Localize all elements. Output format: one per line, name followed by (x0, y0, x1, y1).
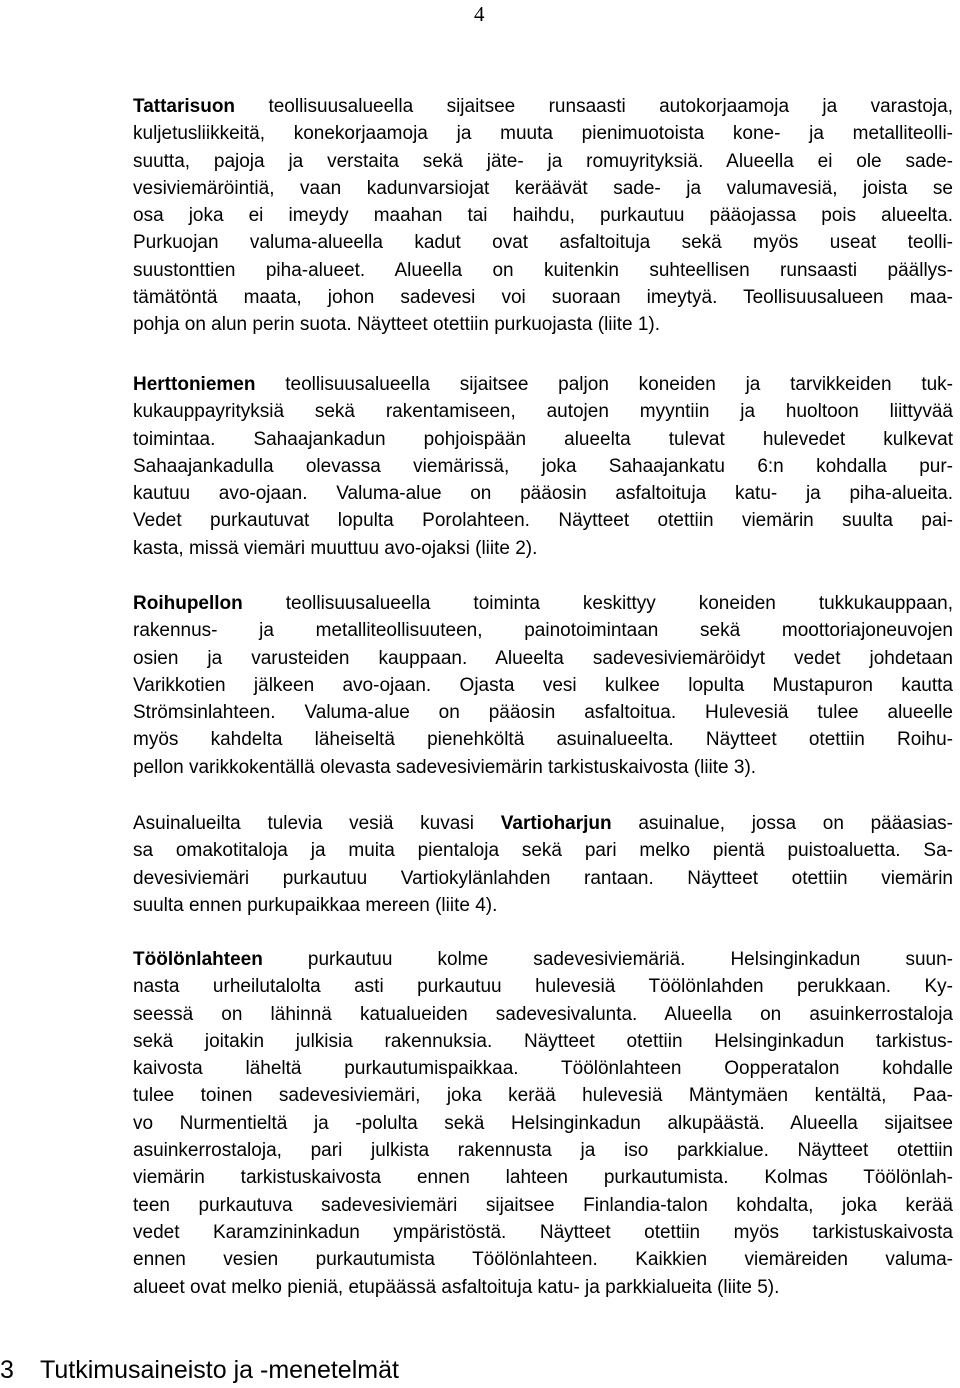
paragraph-line: vesiviemäröintiä, vaan kadunvarsiojat keräävät sade- ja valumavesiä, joista se (133, 177, 953, 199)
paragraph-line: sekä joitakin julkisia rakennuksia. Näytteet otettiin Helsinginkadun tarkistus- (133, 1030, 953, 1052)
paragraph-text: purkautuu kolme sadevesiviemäriä. Helsinginkadun suun- (262, 949, 953, 970)
paragraph-line: alueet ovat melko pieniä, etupäässä asfaltoituja katu- ja parkkialueita (liite 5). (133, 1276, 780, 1298)
paragraph-line: suutta, pajoja ja verstaita sekä jäte- ja romuyrityksiä. Alueella ei ole sade- (133, 150, 953, 172)
place-name-bold: Roihupellon (133, 593, 243, 614)
place-name-bold: Vartioharjun (500, 813, 612, 834)
paragraph-line: rakennus- ja metalliteollisuuteen, painotoimintaan sekä moottoriajoneuvojen (133, 620, 953, 642)
paragraph-line: asuinkerrostaloja, pari julkista rakennusta ja iso parkkialue. Näytteet otettiin (133, 1140, 953, 1162)
paragraph-line: kukauppayrityksiä sekä rakentamiseen, autojen myyntiin ja huoltoon liittyvää (133, 401, 953, 423)
paragraph-line: pohja on alun perin suota. Näytteet otettiin purkuojasta (liite 1). (133, 314, 661, 336)
paragraph-line: kuljetusliikkeitä, konekorjaamoja ja muuta pienimuotoista kone- ja metalliteolli- (133, 123, 953, 145)
section-heading (0, 1354, 399, 1386)
paragraph-line: viemärin tarkistuskaivosta ennen lahteen purkautumista. Kolmas Töölönlah- (133, 1167, 953, 1189)
paragraph-line: tulee toinen sadevesiviemäri, joka kerää hulevesiä Mäntymäen kentältä, Paa- (133, 1085, 953, 1107)
paragraph-line: ennen vesien purkautumista Töölönlahteen. Kaikkien viemäreiden valuma- (133, 1249, 953, 1271)
paragraph-line: kautuu avo-ojaan. Valuma-alue on pääosin asfaltoituja katu- ja piha-alueita. (133, 483, 953, 505)
paragraph-line (133, 810, 953, 837)
paragraph-line: kaivosta läheltä purkautumispaikkaa. Töölönlahteen Oopperatalon kohdalle (133, 1058, 953, 1080)
paragraph-line (133, 93, 953, 120)
paragraph-line: suulta ennen purkupaikkaa mereen (liite 4). (133, 894, 498, 916)
section-number: 3 (0, 1356, 14, 1384)
paragraph-line: Strömsinlahteen. Valuma-alue on pääosin asfaltoitua. Hulevesiä tulee alueelle (133, 702, 953, 724)
paragraph-text: teollisuusalueella toiminta keskittyy koneiden tukkukauppaan, (242, 593, 953, 614)
paragraph-toolonlahti (133, 946, 953, 1301)
paragraph-text: Asuinalueilta tulevia vesiä kuvasi (133, 813, 501, 834)
paragraph-tattarisuo (133, 93, 953, 339)
place-name-bold: Herttoniemen (133, 374, 256, 395)
section-title: Tutkimusaineisto ja -menetelmät (40, 1356, 399, 1384)
paragraph-roihupelto (133, 590, 953, 781)
paragraph-line: devesiviemäri purkautuu Vartiokylänlahden rantaan. Näytteet otettiin viemärin (133, 867, 953, 889)
paragraph-line: vo Nurmentieltä ja -polulta sekä Helsinginkadun alkupäästä. Alueella sijaitsee (133, 1112, 953, 1134)
paragraph-text: asuinalue, jossa on pääasias- (611, 813, 953, 834)
paragraph-line: osien ja varusteiden kauppaan. Alueelta sadevesiviemäröidyt vedet johdetaan (133, 647, 953, 669)
paragraph-line (133, 946, 953, 973)
paragraph-text: teollisuusalueella sijaitsee paljon koneiden ja tarvikkeiden tuk- (255, 374, 953, 395)
paragraph-line: kasta, missä viemäri muuttuu avo-ojaksi (liite 2). (133, 537, 538, 559)
paragraph-line: toimintaa. Sahaajankadun pohjoispään alueelta tulevat hulevedet kulkevat (133, 428, 953, 450)
page-number: 4 (474, 2, 485, 26)
paragraph-line: seessä on lähinnä katualueiden sadevesivalunta. Alueella on asuinkerrostaloja (133, 1003, 953, 1025)
paragraph-line: suustonttien piha-alueet. Alueella on kuitenkin suhteellisen runsaasti päällys- (133, 259, 953, 281)
paragraph-herttoniemi (133, 371, 953, 562)
paragraph-line: pellon varikkokentällä olevasta sadevesiviemärin tarkistuskaivosta (liite 3). (133, 756, 757, 778)
paragraph-line: Purkuojan valuma-alueella kadut ovat asfaltoituja sekä myös useat teolli- (133, 232, 953, 254)
paragraph-line: teen purkautuva sadevesiviemäri sijaitsee Finlandia-talon kohdalta, joka kerää (133, 1194, 953, 1216)
paragraph-line (133, 590, 953, 617)
paragraph-line: myös kahdelta läheiseltä pienehköltä asuinalueelta. Näytteet otettiin Roihu- (133, 729, 953, 751)
paragraph-line: nasta urheilutalolta asti purkautuu hulevesiä Töölönlahden perukkaan. Ky- (133, 976, 953, 998)
place-name-bold: Tattarisuon (133, 96, 236, 117)
paragraph-line: Vedet purkautuvat lopulta Porolahteen. Näytteet otettiin viemärin suulta pai- (133, 510, 953, 532)
paragraph-line: vedet Karamzininkadun ympäristöstä. Näytteet otettiin myös tarkistuskaivosta (133, 1221, 953, 1243)
paragraph-vartioharju (133, 810, 953, 919)
place-name-bold: Töölönlahteen (133, 949, 263, 970)
paragraph-line: sa omakotitaloja ja muita pientaloja sekä pari melko pientä puistoaluetta. Sa- (133, 840, 953, 862)
paragraph-line: Sahaajankadulla olevassa viemärissä, joka Sahaajankatu 6:n kohdalla pur- (133, 455, 953, 477)
paragraph-line: osa joka ei imeydy maahan tai haihdu, purkautuu pääojassa pois alueelta. (133, 205, 953, 227)
paragraph-line (133, 371, 953, 398)
paragraph-text: teollisuusalueella sijaitsee runsaasti autokorjaamoja ja varastoja, (235, 96, 953, 117)
paragraph-line: Varikkotien jälkeen avo-ojaan. Ojasta vesi kulkee lopulta Mustapuron kautta (133, 674, 953, 696)
paragraph-line: tämätöntä maata, johon sadevesi voi suoraan imeytyä. Teollisuusalueen maa- (133, 287, 953, 309)
